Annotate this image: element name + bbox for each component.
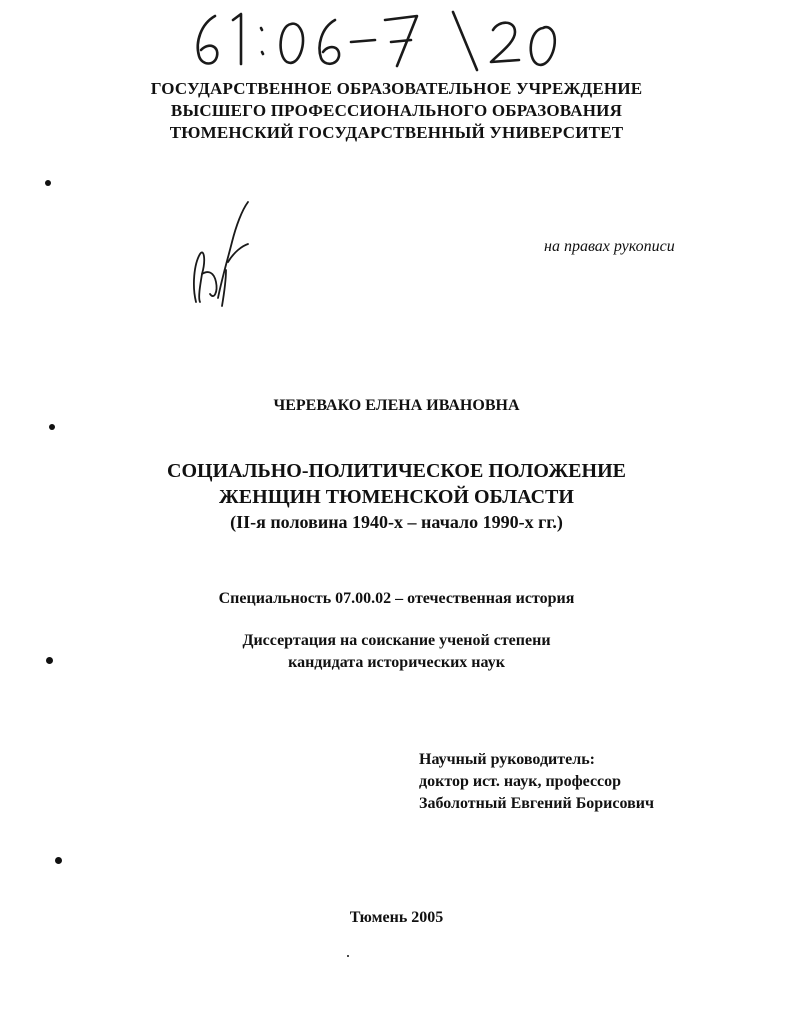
institution-header [0,78,793,144]
handwritten-catalog-number [185,6,585,78]
supervisor-label: Научный руководитель: [419,751,595,768]
title-line-2: ЖЕНЩИН ТЮМЕНСКОЙ ОБЛАСТИ [219,486,574,508]
supervisor-title: доктор ист. наук, профессор [419,773,622,790]
institution-line-1: ГОСУДАРСТВЕННОЕ ОБРАЗОВАТЕЛЬНОЕ УЧРЕЖДЕНИЕ [150,79,643,98]
specialty-line: Специальность 07.00.02 – отечественная история [218,590,575,607]
degree-statement [0,630,793,674]
supervisor-name: Заболотный Евгений Борисович [419,795,654,812]
scan-speck [55,857,62,864]
institution-line-3: ТЮМЕНСКИЙ ГОСУДАРСТВЕННЫЙ УНИВЕРСИТЕТ [169,123,624,142]
title-period: (II-я половина 1940-х – начало 1990-х гг.) [230,512,563,532]
dissertation-title [0,458,793,535]
city-and-year: Тюмень 2005 [349,909,444,926]
degree-line-2: кандидата исторических наук [288,654,505,671]
degree-line-1: Диссертация на соискание ученой степени [242,632,551,649]
scan-speck [46,657,53,664]
handwritten-signature [188,198,260,310]
title-line-1: СОЦИАЛЬНО-ПОЛИТИЧЕСКОЕ ПОЛОЖЕНИЕ [167,460,626,482]
institution-line-2: ВЫСШЕГО ПРОФЕССИОНАЛЬНОГО ОБРАЗОВАНИЯ [170,101,623,120]
author-name: ЧЕРЕВАКО ЕЛЕНА ИВАНОВНА [273,397,520,414]
scan-speck [347,955,349,957]
rights-note: на правах рукописи [544,238,675,255]
scan-speck [45,180,51,186]
supervisor-block [419,749,654,815]
scan-speck [49,424,55,430]
